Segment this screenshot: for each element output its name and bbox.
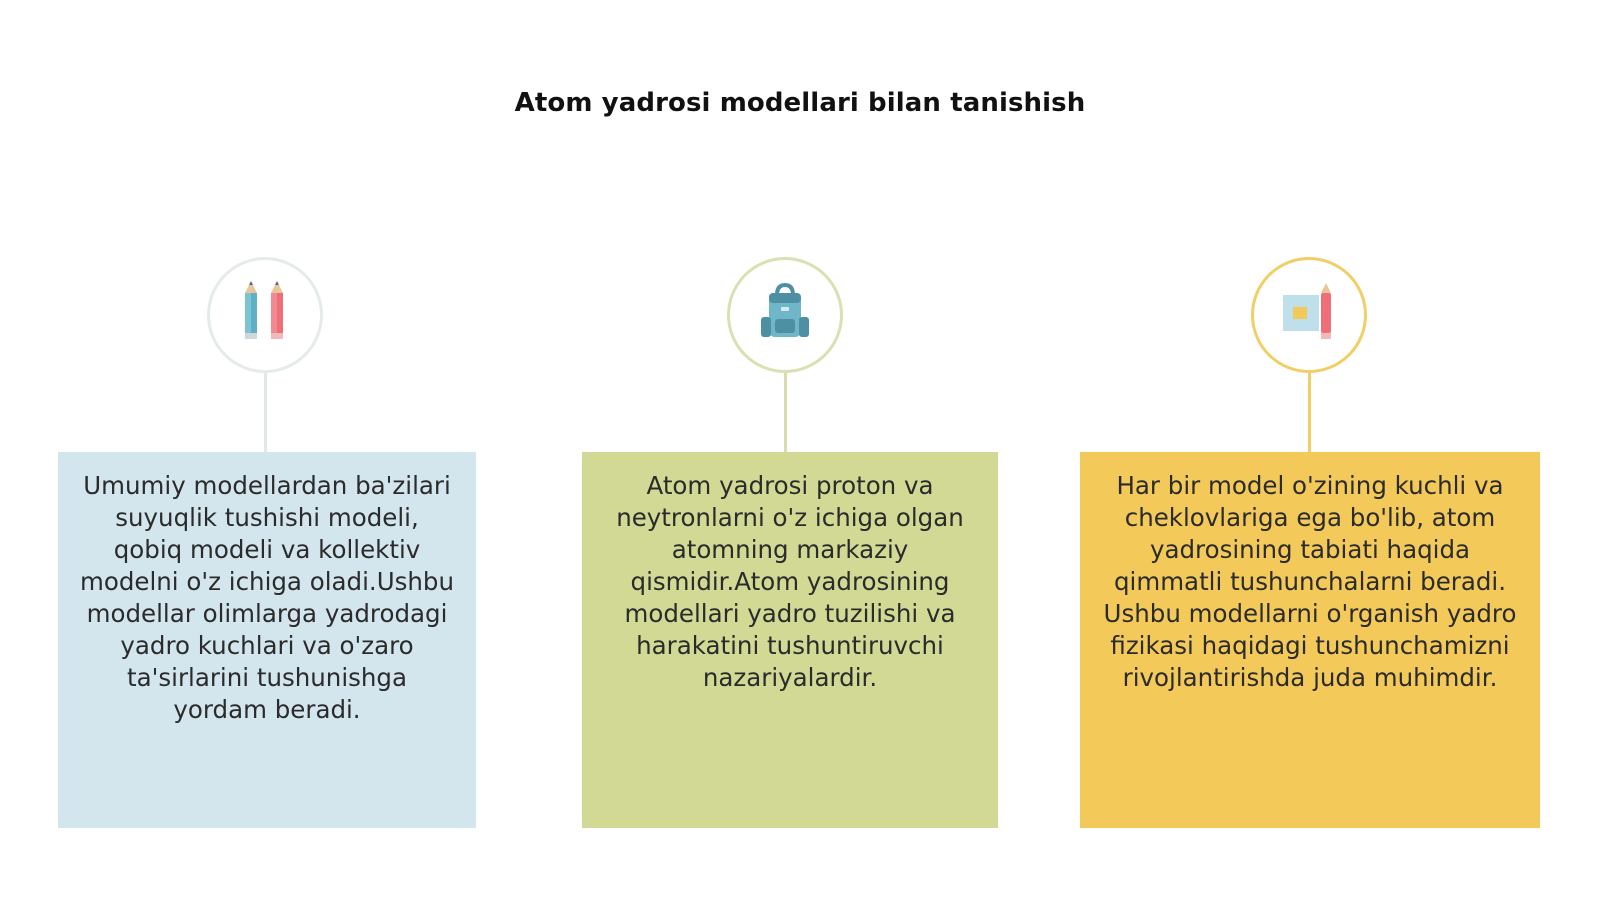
connector-1 bbox=[264, 373, 267, 452]
icon-circle-3 bbox=[1251, 257, 1367, 373]
info-card-3 bbox=[1080, 452, 1540, 828]
page-title: Atom yadrosi modellari bilan tanishish bbox=[514, 88, 1086, 118]
connector-2 bbox=[784, 373, 787, 452]
connector-3 bbox=[1308, 373, 1311, 452]
info-card-1 bbox=[58, 452, 476, 828]
icon-circle-2 bbox=[727, 257, 843, 373]
card-text-1: Umumiy modellardan ba'zilari suyuqlik tushishi modeli, qobiq modeli va kollektiv modelni o'z ichiga oladi.Ushbu modellar olimlarga yadrodagi yadro kuchlari va o'zaro ta'sirlarini tushunishga yordam beradi. bbox=[79, 471, 454, 724]
backpack-icon bbox=[755, 283, 815, 347]
card-text-2: Atom yadrosi proton va neytronlarni o'z ichiga olgan atomning markaziy qismidir.Atom yadrosining modellari yadro tuzilishi va harakatini tushuntiruvchi nazariyalardir. bbox=[616, 471, 964, 692]
card-text-3: Har bir model o'zining kuchli va cheklovlariga ega bo'lib, atom yadrosining tabiati haqida qimmatli tushunchalarni beradi. Ushbu modellarni o'rganish yadro fizikasi haqidagi tushunchamizni rivojlantirishda juda muhimdir. bbox=[1103, 471, 1517, 692]
drawing-board-icon bbox=[1279, 283, 1339, 347]
icon-circle-1 bbox=[207, 257, 323, 373]
info-card-2 bbox=[582, 452, 998, 828]
pencils-icon bbox=[237, 281, 293, 349]
